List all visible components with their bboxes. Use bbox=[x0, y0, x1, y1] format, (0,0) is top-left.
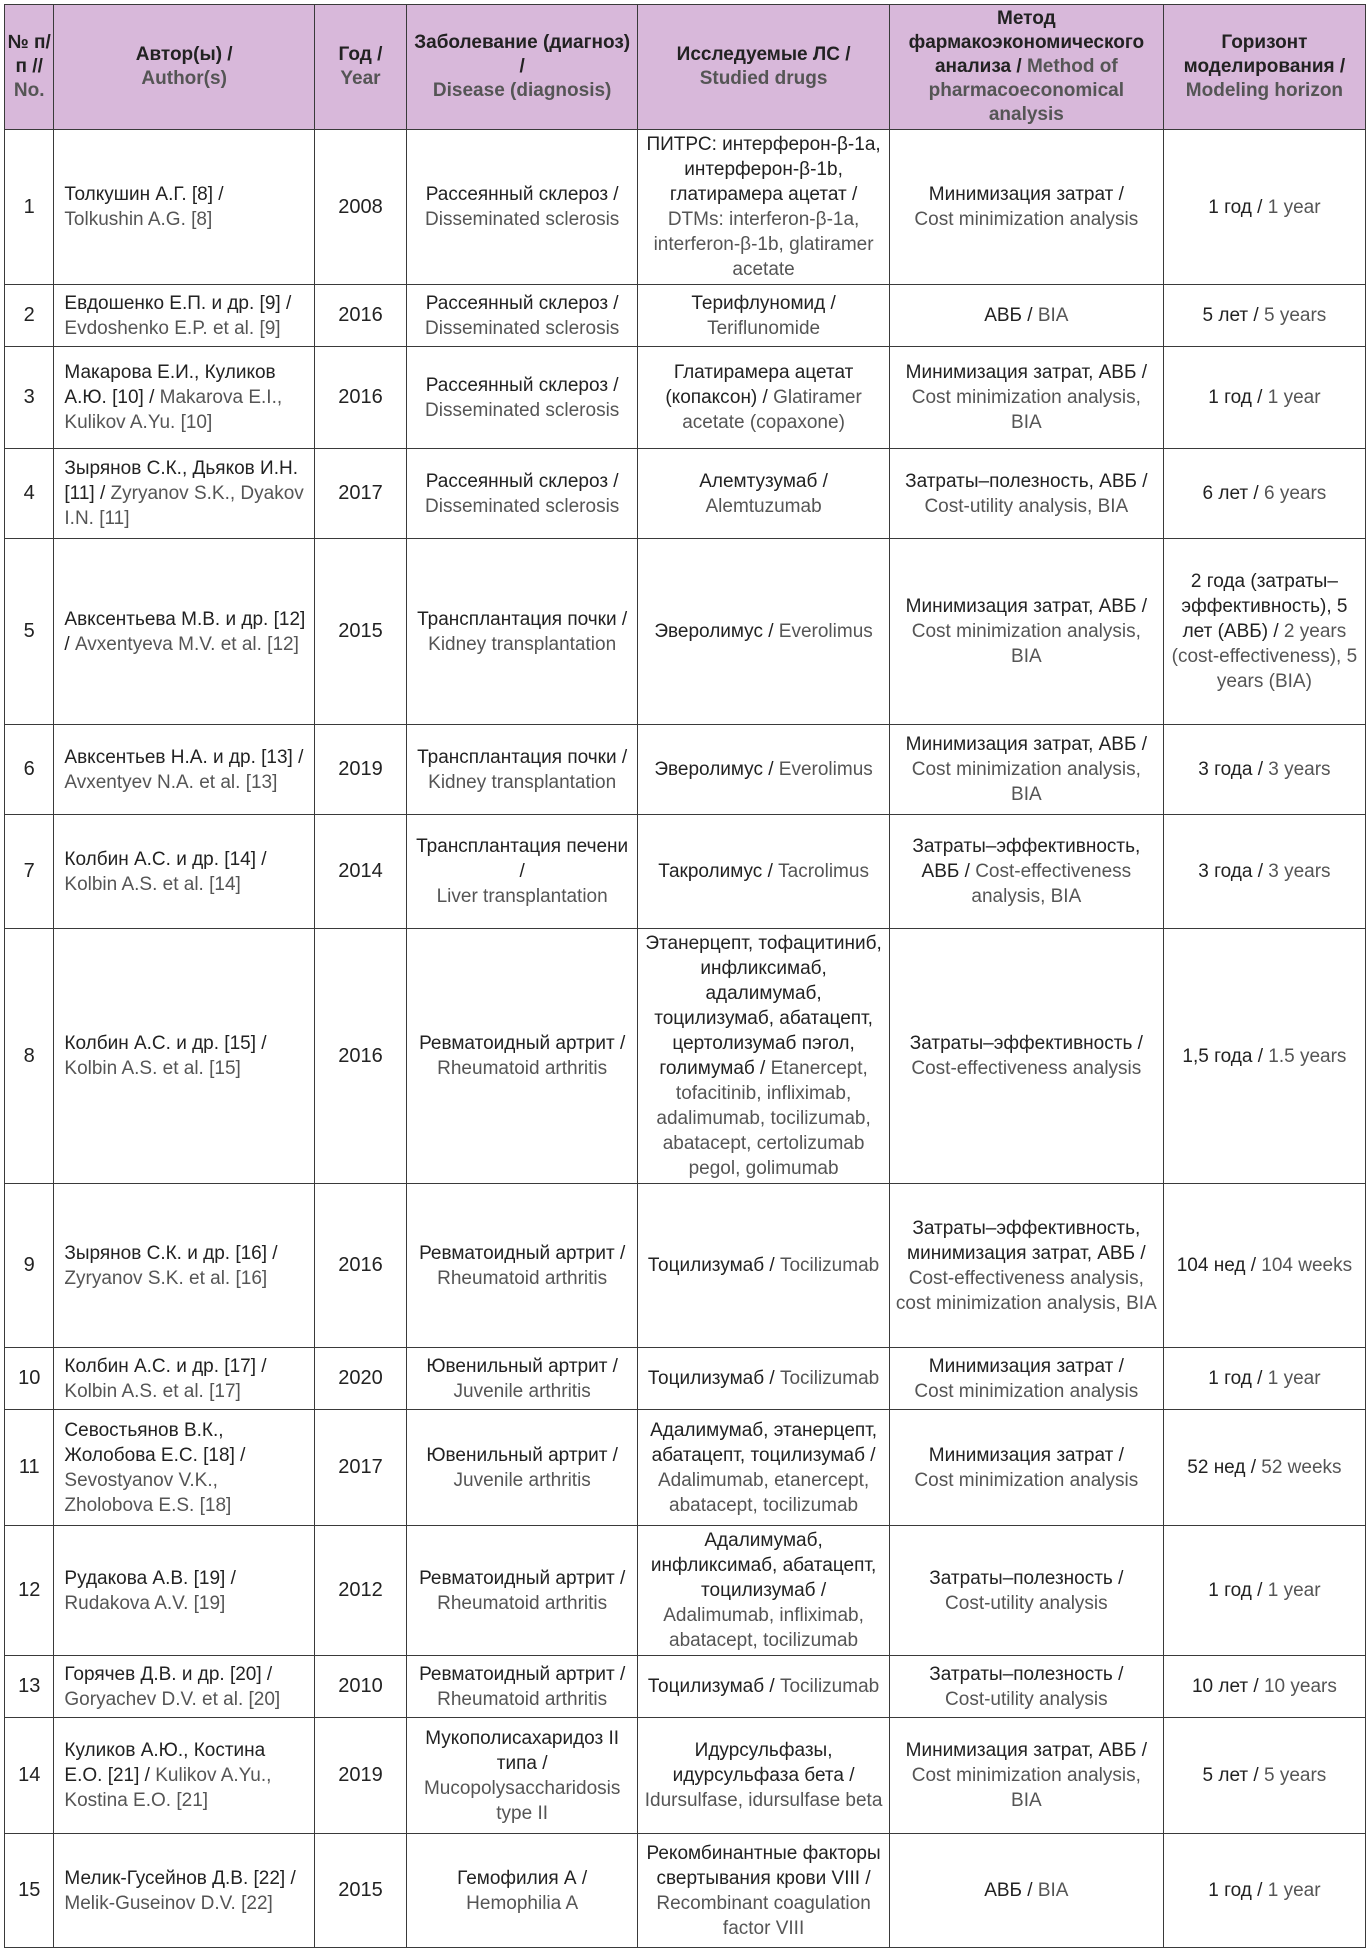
cell-drugs bbox=[638, 1834, 890, 1948]
cell-num: 12 bbox=[5, 1526, 54, 1656]
header-author-en: Author(s) bbox=[141, 68, 227, 89]
cell-horizon bbox=[1163, 815, 1365, 929]
cell-en: BIA bbox=[1037, 305, 1069, 326]
cell-en: Rheumatoid arthritis bbox=[437, 1688, 608, 1710]
cell-author bbox=[54, 1718, 315, 1834]
cell-author bbox=[54, 285, 315, 347]
cell-year: 2016 bbox=[314, 1184, 406, 1348]
header-num bbox=[5, 5, 54, 130]
header-horizon-ru: Горизонт моделирования / bbox=[1183, 32, 1346, 77]
cell-en: Hemophilia A bbox=[466, 1892, 579, 1914]
cell-ru: Ревматоидный артрит / bbox=[419, 1567, 626, 1589]
cell-en: Cost minimization analysis bbox=[914, 209, 1139, 230]
table-row bbox=[5, 1526, 1366, 1656]
cell-ru: 1 год / bbox=[1208, 387, 1263, 408]
cell-ru: Минимизация затрат, АВБ / bbox=[905, 596, 1148, 617]
cell-ru: 1 год / bbox=[1208, 196, 1263, 218]
cell-year: 2015 bbox=[314, 539, 406, 725]
cell-author bbox=[54, 539, 315, 725]
cell-author bbox=[54, 1410, 315, 1526]
cell-method bbox=[889, 539, 1163, 725]
cell-method bbox=[889, 1834, 1163, 1948]
cell-en: Melik-Guseinov D.V. [22] bbox=[64, 1892, 273, 1914]
cell-en: Adalimumab, infliximab, abatacept, tocilizumab bbox=[663, 1605, 864, 1651]
table-row bbox=[5, 725, 1366, 815]
cell-en: 1 year bbox=[1267, 387, 1321, 408]
cell-horizon bbox=[1163, 539, 1365, 725]
cell-drugs bbox=[638, 130, 890, 285]
cell-num: 13 bbox=[5, 1656, 54, 1718]
table-row bbox=[5, 1410, 1366, 1526]
cell-en: Tocilizumab bbox=[779, 1368, 880, 1389]
cell-en: Glatiramer acetate (copaxone) bbox=[682, 387, 862, 433]
cell-ru: Мукополисахаридоз II типа / bbox=[425, 1727, 620, 1774]
cell-en: Tocilizumab bbox=[779, 1255, 880, 1276]
cell-ru: Рассеянный склероз / bbox=[425, 374, 619, 396]
cell-drugs bbox=[638, 1410, 890, 1526]
cell-en: Rudakova A.V. [19] bbox=[64, 1592, 226, 1614]
cell-en: Cost-effectiveness analysis, BIA bbox=[971, 861, 1132, 907]
cell-en: Cost-utility analysis bbox=[945, 1592, 1108, 1614]
cell-en: Etanercept, tofacitinib, infliximab, adalimumab, tocilizumab, abatacept, certolizumab pegol, golimumab bbox=[656, 1058, 871, 1179]
cell-ru: Затраты–эффективность, минимизация затрат, АВБ / bbox=[907, 1217, 1146, 1264]
cell-drugs bbox=[638, 1526, 890, 1656]
cell-year: 2015 bbox=[314, 1834, 406, 1948]
cell-en: Kulikov A.Yu., Kostina E.O. [21] bbox=[64, 1765, 272, 1811]
cell-en: Avxentyeva M.V. et al. [12] bbox=[74, 633, 299, 655]
cell-year: 2019 bbox=[314, 725, 406, 815]
cell-disease bbox=[407, 1410, 638, 1526]
cell-en: 5 years bbox=[1263, 305, 1327, 326]
header-num-en: No. bbox=[13, 80, 45, 101]
cell-en: Liver transplantation bbox=[436, 886, 608, 907]
cell-num: 7 bbox=[5, 815, 54, 929]
cell-year: 2019 bbox=[314, 1718, 406, 1834]
cell-method bbox=[889, 1410, 1163, 1526]
cell-ru: Колбин А.С. и др. [17] / bbox=[64, 1355, 267, 1377]
cell-ru: 5 лет / bbox=[1202, 305, 1259, 326]
cell-ru: Куликов А.Ю., Костина Е.О. [21] / bbox=[64, 1740, 266, 1786]
cell-en: Disseminated sclerosis bbox=[425, 317, 620, 339]
cell-ru: 52 нед / bbox=[1187, 1457, 1256, 1478]
cell-method bbox=[889, 347, 1163, 449]
cell-ru: Минимизация затрат / bbox=[928, 1444, 1124, 1466]
cell-year: 2016 bbox=[314, 929, 406, 1184]
cell-en: Cost minimization analysis bbox=[914, 1380, 1139, 1402]
cell-en: Kolbin A.S. et al. [17] bbox=[64, 1380, 241, 1402]
cell-en: Recombinant coagulation factor VIII bbox=[656, 1892, 871, 1939]
cell-ru: Авксентьева М.В. и др. [12] / bbox=[64, 608, 306, 655]
cell-ru: Рекомбинантные факторы свертывания крови VIII / bbox=[646, 1842, 881, 1889]
cell-num: 15 bbox=[5, 1834, 54, 1948]
cell-num: 8 bbox=[5, 929, 54, 1184]
header-year bbox=[314, 5, 406, 130]
cell-ru: Тоцилизумаб / bbox=[647, 1368, 775, 1389]
cell-horizon bbox=[1163, 1410, 1365, 1526]
cell-en: Tacrolimus bbox=[778, 861, 869, 882]
cell-horizon bbox=[1163, 1348, 1365, 1410]
cell-drugs bbox=[638, 539, 890, 725]
cell-horizon bbox=[1163, 347, 1365, 449]
table-row bbox=[5, 449, 1366, 539]
cell-en: Kolbin A.S. et al. [14] bbox=[64, 873, 241, 895]
header-drugs-ru: Исследуемые ЛС / bbox=[676, 44, 851, 65]
cell-ru: 1 год / bbox=[1208, 1580, 1263, 1601]
cell-author bbox=[54, 347, 315, 449]
cell-method bbox=[889, 130, 1163, 285]
cell-author bbox=[54, 1526, 315, 1656]
cell-ru: Колбин А.С. и др. [14] / bbox=[64, 848, 267, 870]
header-row bbox=[5, 5, 1366, 130]
cell-ru: Авксентьев Н.А. и др. [13] / bbox=[64, 746, 304, 768]
cell-en: Cost minimization analysis, BIA bbox=[911, 621, 1141, 667]
cell-method bbox=[889, 929, 1163, 1184]
header-year-ru: Год / bbox=[338, 44, 383, 65]
cell-method bbox=[889, 1526, 1163, 1656]
cell-en: 1 year bbox=[1267, 1580, 1321, 1601]
cell-author bbox=[54, 449, 315, 539]
cell-ru: Ревматоидный артрит / bbox=[419, 1663, 626, 1685]
cell-en: Cost minimization analysis bbox=[914, 1469, 1139, 1491]
cell-en: 1.5 years bbox=[1268, 1045, 1347, 1067]
cell-horizon bbox=[1163, 1834, 1365, 1948]
cell-en: Mucopolysaccharidosis type II bbox=[423, 1777, 621, 1824]
cell-horizon bbox=[1163, 1656, 1365, 1718]
cell-en: Tocilizumab bbox=[779, 1676, 880, 1697]
cell-num: 1 bbox=[5, 130, 54, 285]
cell-en: Cost-utility analysis bbox=[945, 1688, 1108, 1710]
cell-en: Goryachev D.V. et al. [20] bbox=[64, 1688, 281, 1710]
cell-method bbox=[889, 725, 1163, 815]
cell-ru: Севостьянов В.К., Жолобова Е.С. [18] / bbox=[64, 1419, 246, 1466]
cell-horizon bbox=[1163, 725, 1365, 815]
cell-disease bbox=[407, 725, 638, 815]
cell-en: Rheumatoid arthritis bbox=[437, 1592, 608, 1614]
header-author-ru: Автор(ы) / bbox=[135, 44, 233, 65]
pharmacoeconomic-studies-table bbox=[4, 4, 1366, 1948]
table-row bbox=[5, 1718, 1366, 1834]
cell-ru: 3 года / bbox=[1198, 861, 1263, 882]
cell-en: Disseminated sclerosis bbox=[425, 399, 620, 421]
cell-drugs bbox=[638, 1348, 890, 1410]
cell-num: 6 bbox=[5, 725, 54, 815]
cell-method bbox=[889, 815, 1163, 929]
cell-en: 2 years (cost-effectiveness), 5 years (BIA) bbox=[1171, 621, 1358, 692]
cell-disease bbox=[407, 130, 638, 285]
cell-method bbox=[889, 449, 1163, 539]
cell-horizon bbox=[1163, 285, 1365, 347]
cell-ru: Зырянов С.К., Дьяков И.Н. [11] / bbox=[64, 458, 298, 504]
cell-year: 2012 bbox=[314, 1526, 406, 1656]
cell-ru: Идурсульфазы, идурсульфаза бета / bbox=[672, 1740, 855, 1786]
table-row bbox=[5, 929, 1366, 1184]
header-disease bbox=[407, 5, 638, 130]
cell-en: Cost minimization analysis, BIA bbox=[911, 1765, 1141, 1811]
cell-ru: Ревматоидный артрит / bbox=[419, 1242, 626, 1264]
cell-en: Cost minimization analysis, BIA bbox=[911, 759, 1141, 805]
cell-disease bbox=[407, 1526, 638, 1656]
header-drugs bbox=[638, 5, 890, 130]
cell-year: 2016 bbox=[314, 285, 406, 347]
cell-drugs bbox=[638, 725, 890, 815]
cell-ru: 1 год / bbox=[1208, 1880, 1263, 1901]
cell-en: Alemtuzumab bbox=[705, 495, 822, 517]
cell-en: Cost-utility analysis, BIA bbox=[924, 495, 1129, 517]
cell-ru: АВБ / bbox=[984, 305, 1033, 326]
cell-method bbox=[889, 1718, 1163, 1834]
cell-disease bbox=[407, 815, 638, 929]
table-row bbox=[5, 1348, 1366, 1410]
cell-ru: Затраты–полезность, АВБ / bbox=[905, 470, 1148, 492]
cell-ru: Такролимус / bbox=[658, 861, 773, 882]
cell-year: 2020 bbox=[314, 1348, 406, 1410]
header-author bbox=[54, 5, 315, 130]
cell-method bbox=[889, 285, 1163, 347]
cell-ru: Минимизация затрат, АВБ / bbox=[905, 1740, 1148, 1761]
cell-ru: Терифлуномид / bbox=[691, 292, 836, 314]
cell-disease bbox=[407, 539, 638, 725]
cell-horizon bbox=[1163, 1526, 1365, 1656]
cell-ru: Рассеянный склероз / bbox=[425, 470, 619, 492]
cell-disease bbox=[407, 1834, 638, 1948]
cell-ru: Минимизация затрат / bbox=[928, 1355, 1124, 1377]
cell-ru: Эверолимус / bbox=[654, 759, 774, 780]
cell-ru: Зырянов С.К. и др. [16] / bbox=[64, 1242, 278, 1264]
cell-ru: 2 года (затраты–эффективность), 5 лет (АВБ) / bbox=[1181, 571, 1348, 642]
cell-ru: Мелик-Гусейнов Д.В. [22] / bbox=[64, 1867, 296, 1889]
cell-ru: Эверолимус / bbox=[654, 621, 774, 642]
cell-num: 14 bbox=[5, 1718, 54, 1834]
cell-ru: Колбин А.С. и др. [15] / bbox=[64, 1033, 267, 1054]
cell-ru: Макарова Е.И., Куликов А.Ю. [10] / bbox=[64, 362, 276, 408]
cell-num: 4 bbox=[5, 449, 54, 539]
cell-en: 1 year bbox=[1267, 1880, 1321, 1901]
cell-horizon bbox=[1163, 130, 1365, 285]
cell-en: BIA bbox=[1037, 1880, 1069, 1901]
cell-ru: Адалимумаб, этанерцепт, абатацепт, тоцилизумаб / bbox=[650, 1419, 878, 1466]
cell-method bbox=[889, 1348, 1163, 1410]
cell-en: Everolimus bbox=[778, 759, 873, 780]
cell-drugs bbox=[638, 1656, 890, 1718]
cell-en: Adalimumab, etanercept, abatacept, tocilizumab bbox=[657, 1469, 870, 1516]
cell-author bbox=[54, 130, 315, 285]
cell-en: Zyryanov S.K., Dyakov I.N. [11] bbox=[64, 483, 304, 529]
cell-en: Idursulfase, idursulfase beta bbox=[644, 1790, 883, 1811]
cell-disease bbox=[407, 1184, 638, 1348]
cell-year: 2014 bbox=[314, 815, 406, 929]
cell-ru: Затраты–эффективность / bbox=[909, 1033, 1143, 1054]
cell-horizon bbox=[1163, 449, 1365, 539]
cell-method bbox=[889, 1184, 1163, 1348]
cell-horizon bbox=[1163, 929, 1365, 1184]
cell-author bbox=[54, 929, 315, 1184]
cell-ru: Рудакова А.В. [19] / bbox=[64, 1567, 236, 1589]
cell-ru: Гемофилия А / bbox=[457, 1867, 588, 1889]
cell-en: Sevostyanov V.K., Zholobova E.S. [18] bbox=[64, 1469, 232, 1516]
cell-ru: Минимизация затрат, АВБ / bbox=[905, 734, 1148, 755]
cell-drugs bbox=[638, 1718, 890, 1834]
cell-en: 3 years bbox=[1268, 759, 1331, 780]
cell-ru: Минимизация затрат, АВБ / bbox=[905, 362, 1148, 383]
cell-ru: Горячев Д.В. и др. [20] / bbox=[64, 1663, 273, 1685]
cell-drugs bbox=[638, 347, 890, 449]
cell-drugs bbox=[638, 929, 890, 1184]
cell-ru: 1,5 года / bbox=[1182, 1045, 1263, 1067]
cell-disease bbox=[407, 929, 638, 1184]
header-num-ru: № п/п // bbox=[7, 32, 51, 77]
cell-author bbox=[54, 815, 315, 929]
table-row bbox=[5, 815, 1366, 929]
cell-en: 10 years bbox=[1263, 1676, 1337, 1697]
header-drugs-en: Studied drugs bbox=[699, 68, 828, 89]
cell-author bbox=[54, 1348, 315, 1410]
cell-ru: Глатирамера ацетат (копаксон) / bbox=[665, 362, 854, 408]
cell-ru: Трансплантация почки / bbox=[417, 746, 628, 768]
cell-num: 2 bbox=[5, 285, 54, 347]
cell-num: 5 bbox=[5, 539, 54, 725]
header-method bbox=[889, 5, 1163, 130]
cell-en: Cost minimization analysis, BIA bbox=[911, 387, 1141, 433]
header-disease-ru: Заболевание (диагноз) / bbox=[414, 32, 631, 77]
cell-ru: Евдошенко Е.П. и др. [9] / bbox=[64, 292, 292, 314]
cell-ru: 1 год / bbox=[1208, 1368, 1263, 1389]
cell-year: 2010 bbox=[314, 1656, 406, 1718]
table-row bbox=[5, 130, 1366, 285]
cell-ru: Адалимумаб, инфликсимаб, абатацепт, тоцилизумаб / bbox=[650, 1530, 877, 1601]
cell-drugs bbox=[638, 815, 890, 929]
cell-drugs bbox=[638, 1184, 890, 1348]
cell-ru: 6 лет / bbox=[1202, 483, 1259, 504]
cell-en: Evdoshenko E.P. et al. [9] bbox=[64, 317, 281, 339]
table-row bbox=[5, 1184, 1366, 1348]
cell-drugs bbox=[638, 285, 890, 347]
header-year-en: Year bbox=[340, 68, 381, 89]
cell-en: Everolimus bbox=[778, 621, 873, 642]
cell-en: 5 years bbox=[1263, 1765, 1327, 1786]
cell-en: 52 weeks bbox=[1261, 1457, 1342, 1478]
cell-num: 3 bbox=[5, 347, 54, 449]
table-row bbox=[5, 1834, 1366, 1948]
cell-ru: Минимизация затрат / bbox=[928, 184, 1124, 205]
table-row bbox=[5, 347, 1366, 449]
cell-en: DTMs: interferon-β-1a, interferon-β-1b, glatiramer acetate bbox=[653, 209, 874, 280]
cell-author bbox=[54, 1834, 315, 1948]
header-disease-en: Disease (diagnosis) bbox=[432, 80, 612, 101]
cell-en: Cost-effectiveness analysis bbox=[911, 1058, 1142, 1079]
cell-num: 10 bbox=[5, 1348, 54, 1410]
cell-en: Disseminated sclerosis bbox=[425, 495, 620, 517]
cell-en: Teriflunomide bbox=[707, 317, 821, 339]
cell-ru: ПИТРС: интерферон-β-1a, интерферон-β-1b, глатирамера ацетат / bbox=[646, 134, 881, 205]
cell-ru: 3 года / bbox=[1198, 759, 1263, 780]
cell-ru: Затраты–полезность / bbox=[929, 1567, 1124, 1589]
cell-en: Disseminated sclerosis bbox=[425, 209, 620, 230]
cell-author bbox=[54, 725, 315, 815]
header-horizon-en: Modeling horizon bbox=[1185, 80, 1344, 101]
cell-ru: Тоцилизумаб / bbox=[647, 1676, 775, 1697]
cell-ru: 10 лет / bbox=[1191, 1676, 1259, 1697]
cell-en: Kidney transplantation bbox=[428, 633, 617, 655]
cell-disease bbox=[407, 347, 638, 449]
cell-en: Juvenile arthritis bbox=[453, 1380, 591, 1402]
header-method-ru: Метод фармакоэкономического анализа / bbox=[908, 8, 1145, 77]
header-horizon bbox=[1163, 5, 1365, 130]
cell-ru: Затраты–полезность / bbox=[929, 1663, 1124, 1685]
cell-ru: Этанерцепт, тофацитиниб, инфликсимаб, адалимумаб, тоцилизумаб, абатацепт, цертолизумаб пэгол, голимумаб / bbox=[645, 933, 882, 1079]
cell-disease bbox=[407, 449, 638, 539]
cell-num: 11 bbox=[5, 1410, 54, 1526]
cell-disease bbox=[407, 285, 638, 347]
table-row bbox=[5, 539, 1366, 725]
cell-en: Kidney transplantation bbox=[428, 771, 617, 793]
table-row bbox=[5, 285, 1366, 347]
cell-method bbox=[889, 1656, 1163, 1718]
cell-disease bbox=[407, 1718, 638, 1834]
cell-ru: Рассеянный склероз / bbox=[425, 184, 619, 205]
cell-en: 104 weeks bbox=[1261, 1255, 1353, 1276]
cell-year: 2008 bbox=[314, 130, 406, 285]
cell-en: 1 year bbox=[1267, 1368, 1321, 1389]
cell-ru: Рассеянный склероз / bbox=[425, 292, 619, 314]
cell-ru: 104 нед / bbox=[1176, 1255, 1256, 1276]
cell-en: 6 years bbox=[1263, 483, 1327, 504]
cell-year: 2017 bbox=[314, 1410, 406, 1526]
cell-en: Rheumatoid arthritis bbox=[437, 1058, 608, 1079]
cell-author bbox=[54, 1184, 315, 1348]
cell-drugs bbox=[638, 449, 890, 539]
cell-disease bbox=[407, 1348, 638, 1410]
cell-horizon bbox=[1163, 1718, 1365, 1834]
cell-en: Zyryanov S.K. et al. [16] bbox=[64, 1267, 268, 1289]
cell-ru: Тоцилизумаб / bbox=[647, 1255, 775, 1276]
cell-num: 9 bbox=[5, 1184, 54, 1348]
cell-en: Cost-effectiveness analysis, cost minimization analysis, BIA bbox=[895, 1267, 1157, 1314]
cell-disease bbox=[407, 1656, 638, 1718]
cell-ru: Ювенильный артрит / bbox=[426, 1355, 618, 1377]
header-method-en: Method of pharmacoeconomical analysis bbox=[928, 56, 1124, 125]
cell-en: Avxentyev N.A. et al. [13] bbox=[64, 771, 278, 793]
cell-en: 3 years bbox=[1268, 861, 1331, 882]
cell-author bbox=[54, 1656, 315, 1718]
cell-year: 2017 bbox=[314, 449, 406, 539]
cell-ru: АВБ / bbox=[984, 1880, 1033, 1901]
cell-ru: Трансплантация печени / bbox=[416, 836, 629, 882]
cell-ru: Алемтузумаб / bbox=[699, 470, 828, 492]
cell-horizon bbox=[1163, 1184, 1365, 1348]
table-row bbox=[5, 1656, 1366, 1718]
cell-ru: Ювенильный артрит / bbox=[426, 1444, 618, 1466]
cell-en: Kolbin A.S. et al. [15] bbox=[64, 1058, 241, 1079]
cell-ru: Затраты–эффективность, АВБ / bbox=[912, 836, 1141, 882]
cell-en: Makarova E.I., Kulikov A.Yu. [10] bbox=[64, 387, 283, 433]
cell-ru: 5 лет / bbox=[1202, 1765, 1259, 1786]
cell-en: Tolkushin A.G. [8] bbox=[64, 209, 213, 230]
cell-en: Rheumatoid arthritis bbox=[437, 1267, 608, 1289]
cell-year: 2016 bbox=[314, 347, 406, 449]
cell-en: Juvenile arthritis bbox=[453, 1469, 591, 1491]
cell-ru: Трансплантация почки / bbox=[417, 608, 628, 630]
cell-ru: Толкушин А.Г. [8] / bbox=[64, 184, 224, 205]
cell-ru: Ревматоидный артрит / bbox=[419, 1033, 626, 1054]
cell-en: 1 year bbox=[1267, 196, 1321, 218]
